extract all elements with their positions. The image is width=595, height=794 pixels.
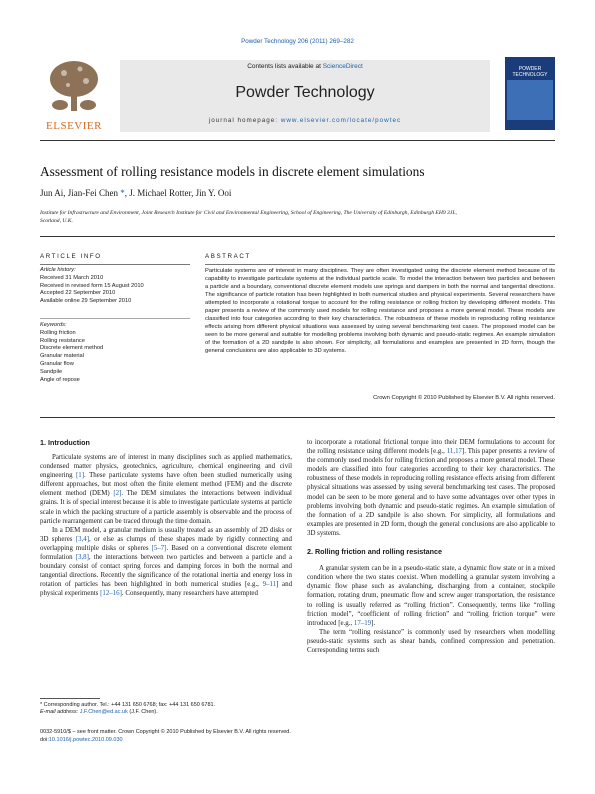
- section-2-paragraph-2: The term “rolling resistance” is commonly used by researchers when modelling pseudo-static systems such as shear bands, confined compression and penetration. Corresponding terms such: [307, 628, 555, 654]
- text-run: Particulate systems are of interest in many disciplines such as applied mathematics, condensed matter physics, geotechnics, agriculture, chemical engineering and civil engineering: [40, 454, 292, 480]
- right-column: [307, 438, 555, 655]
- citation-link[interactable]: [1]: [75, 472, 85, 480]
- keyword: Discrete element method: [40, 345, 104, 352]
- spacer: [307, 538, 555, 547]
- homepage-label: journal homepage:: [208, 117, 281, 124]
- article-history: [40, 267, 190, 306]
- history-label: Article history:: [40, 267, 76, 273]
- section-2-heading: 2. Rolling friction and rolling resistance: [307, 547, 442, 557]
- affiliation: [40, 209, 555, 225]
- text-run: A granular system can be in a pseudo-static state, a dynamic flow state or in a mixed condition where the two states coexist. When modelling a granular system involving a dynamic flow phase such as avalanching, discharging from a container, stockpile formation, rotating drum, pneumatic flow and screw auger transportation, the resistance to rolling is usually referred as “rolling friction”. Consequently, terms like “rolling friction model”, “coefficient of rolling friction” and “rolling friction torque” were introduced [e.g.,: [307, 565, 555, 627]
- journal-title: Powder Technology: [235, 84, 375, 101]
- history-item: Received 31 March 2010: [40, 274, 104, 281]
- text-run: . The DEM simulates the interactions between individual grains. It is of special interest because it is able to investigate particulate systems at particle scale in which the packing structure of a particle assembly is observable and the process of particle rearrangement can be traced through the time domain.: [40, 490, 292, 525]
- abstract-heading: ABSTRACT: [205, 253, 251, 260]
- keyword: Granular flow: [40, 360, 74, 367]
- history-item: Available online 29 September 2010: [40, 298, 132, 305]
- spacer: [307, 556, 555, 564]
- journal-homepage: [120, 117, 490, 124]
- affiliation-line-2: Scotland, U.K.: [40, 218, 73, 224]
- authors-rest: , J. Michael Rotter, Jin Y. Ooi: [124, 188, 232, 198]
- doi-link[interactable]: 10.1016/j.powtec.2010.09.030: [48, 736, 123, 743]
- cover-title: POWDER TECHNOLOGY: [512, 66, 548, 78]
- doi-line: [40, 737, 555, 745]
- keyword: Rolling friction: [40, 329, 76, 336]
- text-run: . Consequently, many researchers have attempted: [121, 590, 258, 598]
- text-run: ].: [371, 619, 376, 627]
- citation-link[interactable]: [3,8]: [75, 554, 89, 562]
- keyword: Granular material: [40, 353, 84, 360]
- text-run: In a DEM model, a granular medium is usually treated as an assembly of 2D disks or 3D spheres: [40, 526, 292, 543]
- keywords-label: Keywords:: [40, 322, 67, 328]
- email-link[interactable]: J.F.Chen@ed.ac.uk: [79, 709, 128, 716]
- journal-reference[interactable]: Powder Technology 206 (2011) 269–282: [241, 38, 354, 45]
- text-run: , the interactions between two particles and between a particle and a boundary consist of contact spring forces and damping forces in both the normal and tangential directions. Recently the significance of the rotational inertia and energy loss in rotation of particles has been highlighted in both numerical studies [e.g.,: [40, 554, 292, 589]
- text-run: . These particulate systems have often been studied numerically using different approaches, but most often the finite element method (FEM) and the discrete element method (DEM): [40, 472, 292, 498]
- text-run: to incorporate a rotational frictional torque into their DEM formulations to account for the rolling resistance using different models [e.g.,: [307, 439, 555, 456]
- keywords-block: [40, 322, 190, 384]
- contents-line: [120, 63, 490, 70]
- info-rule: [40, 264, 190, 265]
- front-matter-footer: [40, 729, 555, 744]
- citation-link[interactable]: [12–16]: [100, 590, 122, 598]
- footnote-rule: [40, 698, 100, 699]
- abstract-text: Particulate systems are of interest in many disciplines. They are often investigated using the discrete element method because of its capability to investigate particulate systems at the individual particle scale. To model the interaction between two particles and between a particle and a boundary, conventional discrete element models use springs and dampers in both the normal and tangential directions. The significance of particle rotation has been highlighted in both numerical studies and physical experiments. Several researchers have attempted to incorporate a rotational torque to account for the rolling resistance or rolling friction by developing different models. This paper presents a review of the commonly used models for rolling resistance and proposes a more general model. These models are classified into four categories according to their key characteristics. The robustness of these models in reproducing rolling resistance effects arising from different physical situations was assessed by using several benchmarking test cases. The proposed model can be seen to be more general and suitable for modelling problems involving both dynamic and pseudo-static regimes. An example simulation of the formation of a 2D sandpile is also shown. For simplicity, all formulations and examples are presented in 2D form, though the general conclusions are also applicable to 3D systems.: [205, 268, 555, 355]
- body-rule: [40, 417, 555, 418]
- citation-link[interactable]: 9–11: [262, 581, 277, 589]
- citation-link[interactable]: 17–19: [353, 619, 372, 627]
- header-rule: [40, 140, 555, 141]
- contents-prefix: Contents lists available at: [247, 63, 323, 70]
- doi-label: doi:: [40, 736, 49, 743]
- history-item: Received in revised form 15 August 2010: [40, 282, 144, 289]
- abstract-rule: [205, 264, 555, 265]
- intro-paragraph-2: [40, 526, 292, 599]
- email-label: E-mail address:: [40, 709, 80, 716]
- abstract-copyright: Crown Copyright © 2010 Published by Elsevier B.V. All rights reserved.: [373, 395, 555, 401]
- article-title: Assessment of rolling resistance models in discrete element simulations: [40, 164, 425, 179]
- keywords-rule: [40, 318, 190, 319]
- history-item: Accepted 22 September 2010: [40, 290, 116, 297]
- cover-image: [507, 80, 553, 120]
- author-list: [40, 188, 555, 198]
- keyword: Rolling resistance: [40, 337, 85, 344]
- footnote-email-line: [40, 709, 292, 716]
- text-run: ] and physical experiments: [40, 581, 293, 598]
- text-run: . Based on a conventional discrete element formulation: [40, 544, 292, 562]
- homepage-link[interactable]: www.elsevier.com/locate/powtec: [280, 117, 402, 124]
- article-info-heading: ARTICLE INFO: [40, 253, 102, 260]
- intro-paragraph-1: [40, 453, 292, 526]
- elsevier-wordmark: ELSEVIER: [46, 120, 102, 132]
- corresponding-author-footnote: [40, 702, 292, 717]
- authors-first: Jun Ai, Jian-Fei Chen: [40, 188, 118, 198]
- keyword: Angle of repose: [40, 376, 80, 383]
- text-run: , or else as clumps of these shapes made by rigidly connecting and overlapping multiple disks or spheres: [40, 535, 292, 552]
- citation-link[interactable]: [5–7]: [151, 544, 167, 552]
- citation-link[interactable]: [2]: [113, 490, 122, 498]
- sciencedirect-link[interactable]: ScienceDirect: [322, 63, 363, 70]
- introduction-heading: 1. Introduction: [40, 438, 90, 447]
- left-column: [40, 453, 292, 599]
- issn-line: 0032-5910/$ – see front matter. Crown Copyright © 2010 Published by Elsevier B.V. All rights reserved.: [40, 729, 291, 735]
- keyword: Sandpile: [40, 368, 63, 375]
- citation-link[interactable]: 11,17: [446, 448, 462, 456]
- affiliation-line-1: Institute for Infrastructure and Environment, Joint Research Institute for Civil and Environmental Engineering, School of Engineering, The University of Edinburgh, Edinburgh EH9 3JL,: [40, 210, 457, 216]
- section-rule: [40, 236, 555, 237]
- corresponding-author-mark[interactable]: *: [118, 188, 125, 198]
- text-run: ]. This paper presents a review of the commonly used models for rolling friction and proposes a more general model. These models are classified into four categories according to their key characteristics. The robustness of these models in reproducing rolling resistance effects arising from different physical situations was assessed by using several benchmarking test cases. The proposed model can be seen to be more general and to have some advantages over other types in problems involving both dynamic and pseudo-static regimes. An example simulation of the formation of a 2D sandpile is also shown. For simplicity, all formulations and examples are presented in 2D form, though the general conclusions are also applicable to 3D systems.: [307, 448, 555, 537]
- section-2-paragraph-1: [307, 564, 555, 628]
- footnote-contact: * Corresponding author. Tel.: +44 131 650 6768; fax: +44 131 650 6781.: [40, 702, 216, 708]
- intro-paragraph-continued: [307, 438, 555, 538]
- email-suffix: (J.F. Chen).: [127, 709, 158, 716]
- citation-link[interactable]: [3,4]: [75, 535, 90, 543]
